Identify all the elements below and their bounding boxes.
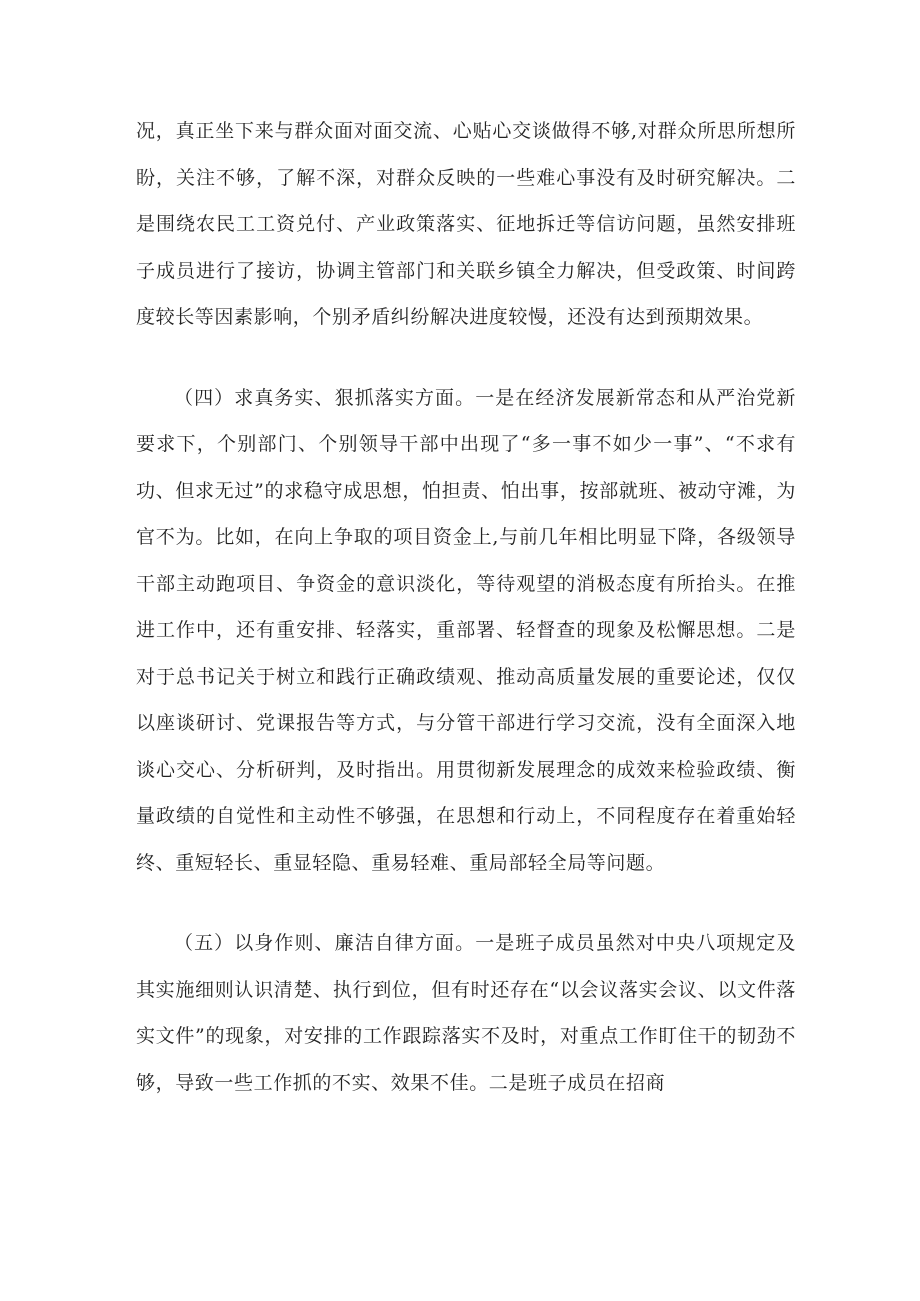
document-body xyxy=(136,108,796,1106)
paragraph-section-five: （五）以身作则、廉洁自律方面。一是班子成员虽然对中央八项规定及其实施细则认识清楚、执行到位，但有时还存在“以会议落实会议、以文件落实文件”的现象，对安排的工作跟踪落实不及时，对重点工作盯住干的韧劲不够，导致一些工作抓的不实、效果不佳。二是班子成员在招商 xyxy=(136,932,796,1094)
paragraph-continuation: 况，真正坐下来与群众面对面交流、心贴心交谈做得不够,对群众所思所想所盼，关注不够，了解不深，对群众反映的一些难心事没有及时研究解决。二是围绕农民工工资兑付、产业政策落实、征地拆迁等信访问题，虽然安排班子成员进行了接访，协调主管部门和关联乡镇全力解决，但受政策、时间跨度较长等因素影响，个别矛盾纠纷解决进度较慢，还没有达到预期效果。 xyxy=(136,120,796,328)
paragraph-section-four: （四）求真务实、狠抓落实方面。一是在经济发展新常态和从严治党新要求下，个别部门、个别领导干部中出现了“多一事不如少一事”、“不求有功、但求无过”的求稳守成思想，怕担责、怕出事，按部就班、被动守滩，为官不为。比如，在向上争取的项目资金上,与前几年相比明显下降，各级领导干部主动跑项目、争资金的意识淡化，等待观望的消极态度有所抬头。在推进工作中，还有重安排、轻落实，重部署、轻督查的现象及松懈思想。二是对于总书记关于树立和践行正确政绩观、推动高质量发展的重要论述，仅仅以座谈研讨、党课报告等方式，与分管干部进行学习交流，没有全面深入地谈心交心、分析研判，及时指出。用贯彻新发展理念的成效来检验政绩、衡量政绩的自觉性和主动性不够强，在思想和行动上，不同程度存在着重始轻终、重短轻长、重显轻隐、重易轻难、重局部轻全局等问题。 xyxy=(136,386,796,874)
